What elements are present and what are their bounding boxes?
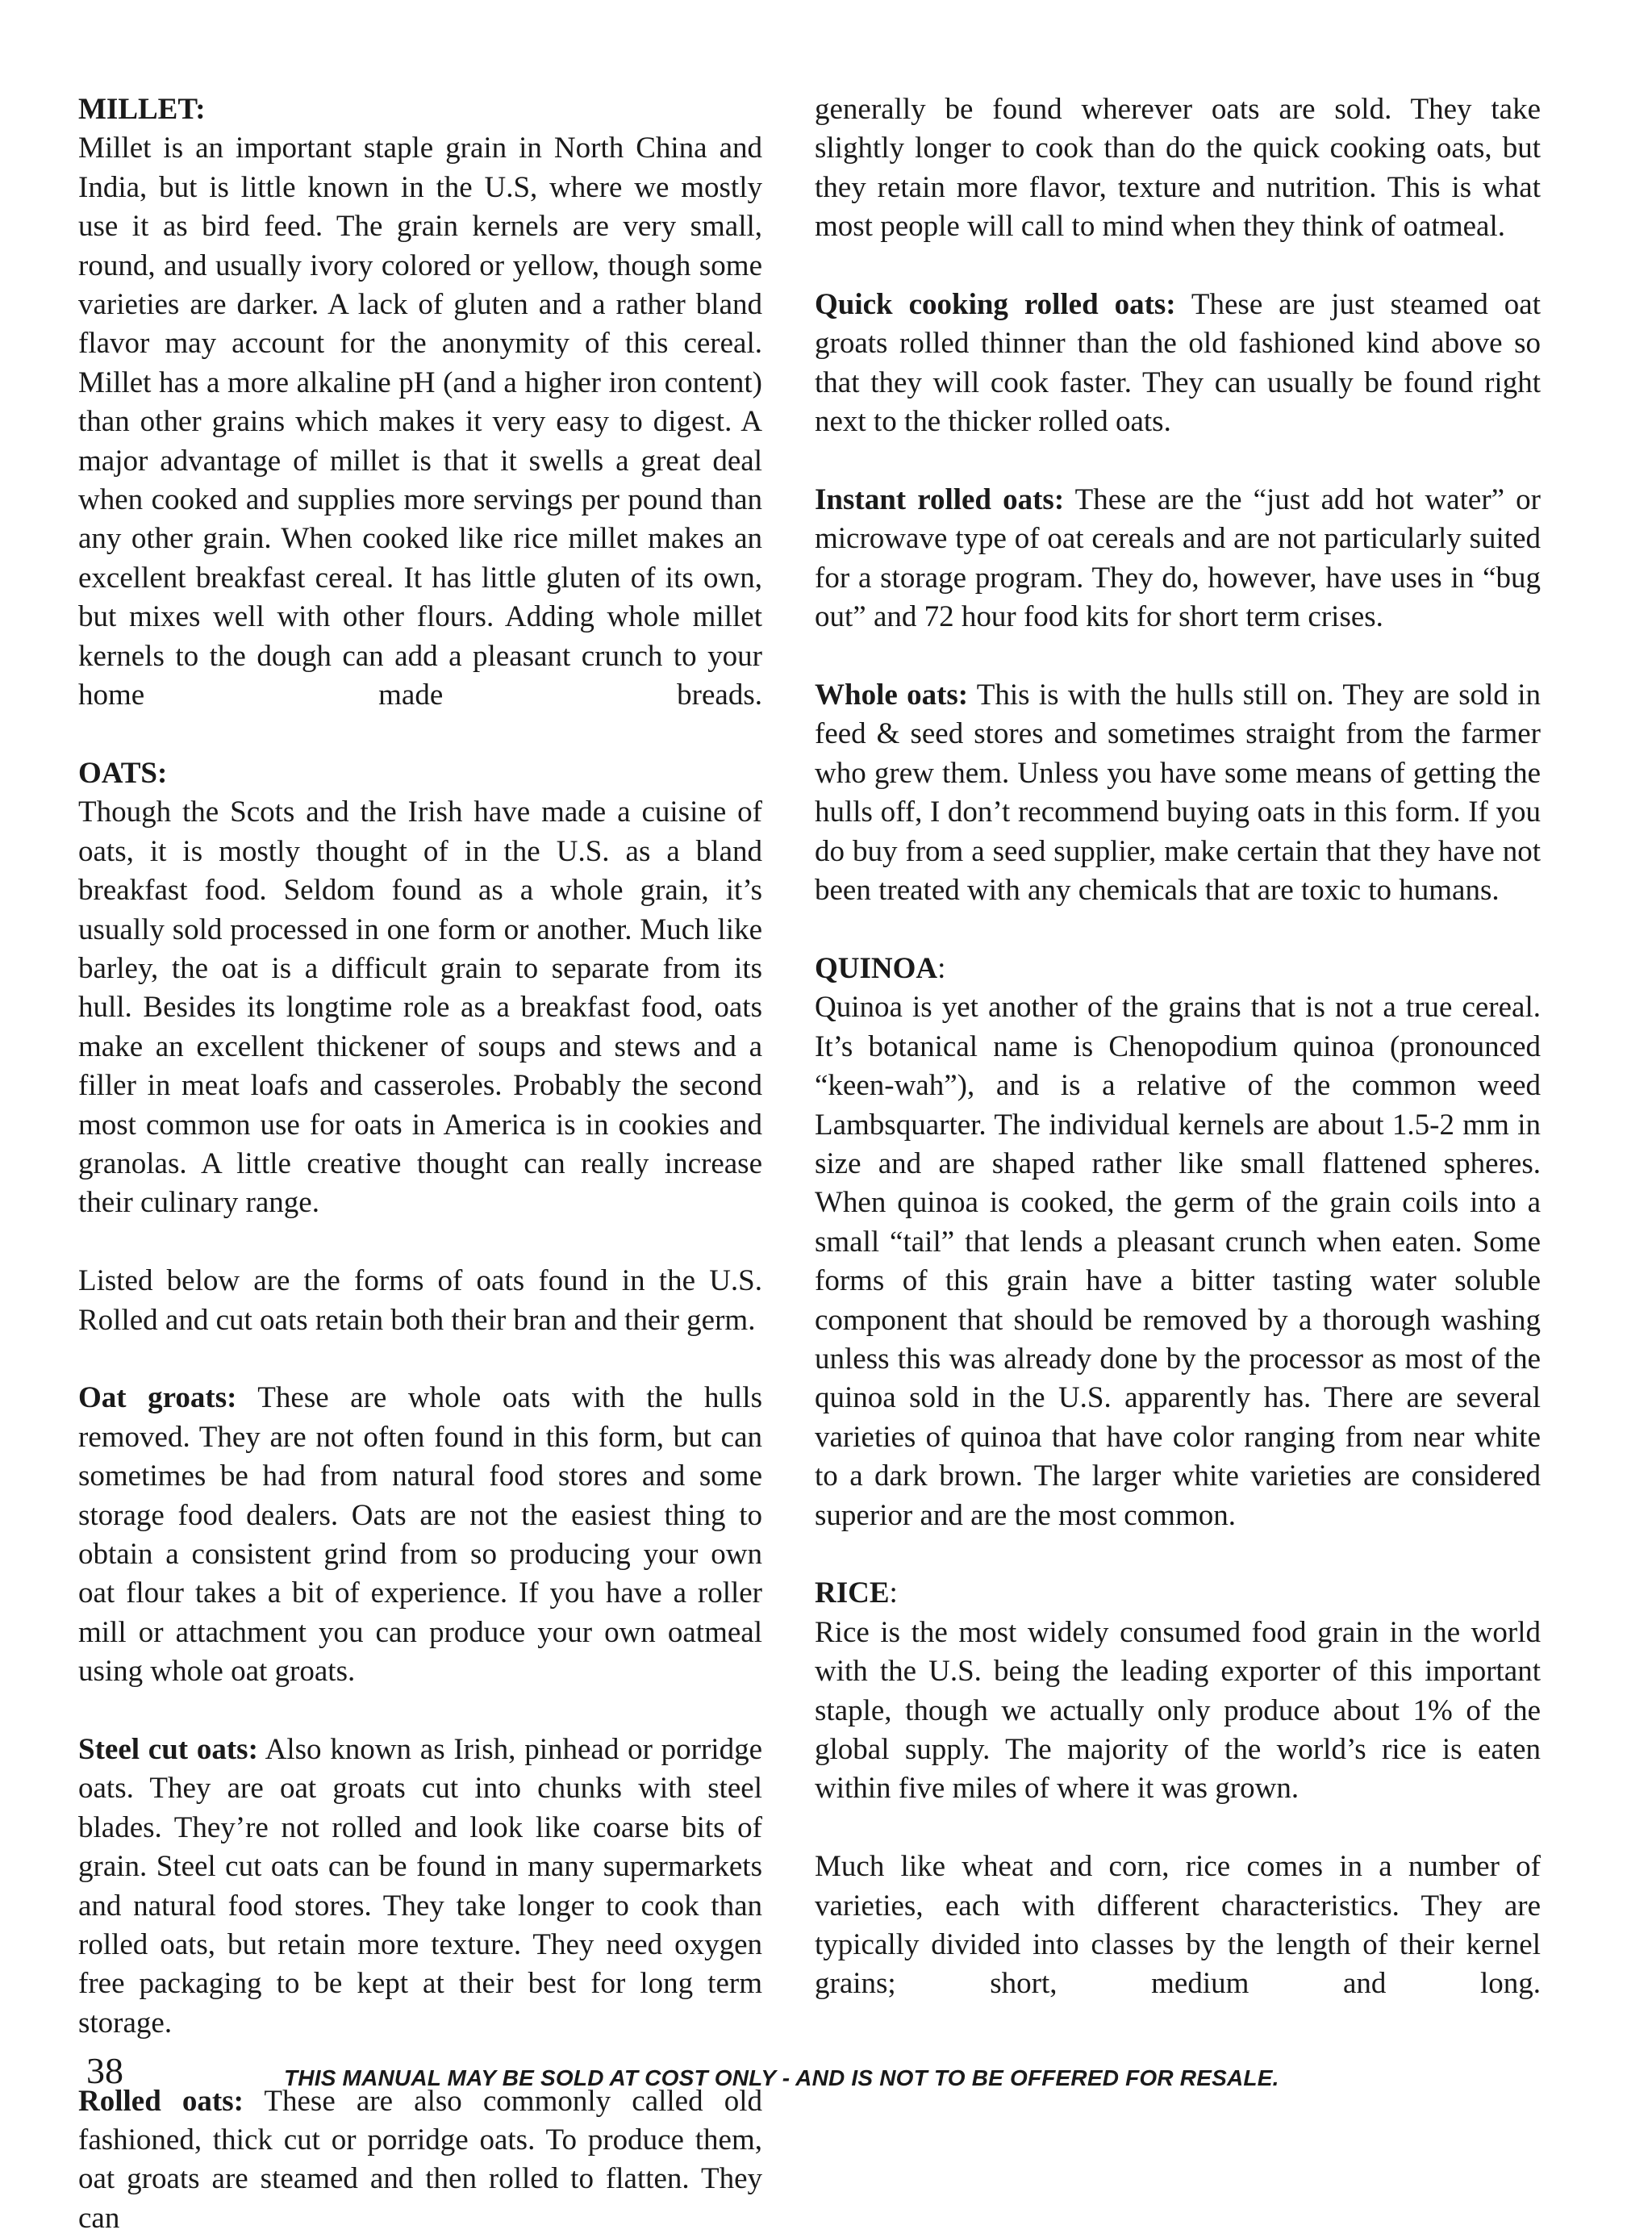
quick-oats-text: These are just steamed oat groats rolled thinner than the old fashioned kind above so that they will cook faster. They can usually be found right next to the thicker rolled oats. (815, 288, 1541, 439)
millet-title: MILLET: (78, 93, 206, 126)
quick-oats-term: Quick cooking rolled oats: (815, 288, 1176, 322)
left-column (78, 90, 762, 2238)
rolled-oats-continued: generally be found wherever oats are sold. They take slightly longer to cook than do the quick cooking oats, but they retain more flavor, texture and nutrition. This is what most people will call to mind when they think of oatmeal. (815, 93, 1541, 244)
instant-oats-term: Instant rolled oats: (815, 483, 1065, 517)
oat-forms-intro: Listed below are the forms of oats found in the U.S. Rolled and cut oats retain both their bran and their germ. (78, 1264, 762, 1337)
steel-cut-term: Steel cut oats: (78, 1733, 258, 1766)
oats-paragraph: Though the Scots and the Irish have made a cuisine of oats, it is mostly thought of in the U.S. as a bland breakfast food. Seldom found as a whole grain, it’s usually sold processed in one form or another. Much like barley, the oat is a difficult grain to separate from its hull. Besides its longtime role as a breakfast food, oats make an excellent thickener of soups and stews and a filler in meat loafs and casseroles. Probably the second most common use for oats in America is in cookies and granolas. A little creative thought can really increase their culinary range. (78, 795, 762, 1220)
right-column (815, 90, 1541, 2004)
oats-title: OATS: (78, 756, 168, 790)
steel-cut-paragraph (78, 1731, 762, 2043)
millet-heading (78, 90, 762, 129)
oat-groats-term: Oat groats: (78, 1381, 237, 1415)
rolled-oats-term: Rolled oats: (78, 2084, 244, 2118)
page-number: 38 (86, 2050, 123, 2091)
quinoa-heading (815, 950, 1541, 988)
quick-oats-paragraph (815, 286, 1541, 442)
quinoa-title: QUINOA (815, 951, 938, 985)
rolled-oats-text: These are also commonly called old fashioned, thick cut or porridge oats. To produce them, oat groats are steamed and then rolled to flatten. They can (78, 2084, 763, 2235)
resale-notice: THIS MANUAL MAY BE SOLD AT COST ONLY - AND IS NOT TO BE OFFERED FOR RESALE. (284, 2065, 1279, 2090)
oats-heading (78, 754, 762, 793)
whole-oats-paragraph (815, 676, 1541, 910)
quinoa-colon: : (937, 951, 946, 985)
rice-colon: : (889, 1576, 898, 1610)
instant-oats-paragraph (815, 481, 1541, 637)
steel-cut-text: Also known as Irish, pinhead or porridge oats. They are oat groats cut into chunks with steel blades. They’re not rolled and look like coarse bits of grain. Steel cut oats can be found in many supermarkets and natural food stores. They take longer to cook than rolled oats, but retain more texture. They need oxygen free packaging to be kept at their best for long term storage. (78, 1733, 763, 2040)
oat-groats-paragraph (78, 1379, 762, 1691)
rice-heading (815, 1574, 1541, 1613)
whole-oats-term: Whole oats: (815, 678, 969, 712)
oat-groats-text: These are whole oats with the hulls removed. They are not often found in this form, but can sometimes be had from natural food stores and some storage food dealers. Oats are not the easiest thing to obtain a consistent grind from so producing your own oat flour takes a bit of experience. If you have a roller mill or attachment you can produce your own oatmeal using whole oat groats. (78, 1381, 762, 1689)
rice-title: RICE (815, 1576, 890, 1610)
whole-oats-text: This is with the hulls still on. They are sold in feed & seed stores and sometimes straight from the farmer who grew them. Unless you have some means of getting the hulls off, I don’t recommend buying oats in this form. If you do buy from a seed supplier, make certain that they have not been treated with any chemicals that are toxic to humans. (815, 678, 1541, 908)
rice-varieties-paragraph: Much like wheat and corn, rice comes in a number of varieties, each with different characteristics. They are typically divided into classes by the length of their kernel grains; short, medium and long. (815, 1850, 1541, 2001)
rice-paragraph: Rice is the most widely consumed food grain in the world with the U.S. being the leading exporter of this important staple, though we actually only produce about 1% of the global supply. The majority of the world’s rice is eaten within five miles of where it was grown. (815, 1615, 1541, 1806)
rolled-oats-paragraph (78, 2082, 762, 2238)
instant-oats-text: These are the “just add hot water” or microwave type of oat cereals and are not particularly suited for a storage program. They do, however, have uses in “bug out” and 72 hour food kits for short term crises. (815, 483, 1541, 634)
quinoa-paragraph: Quinoa is yet another of the grains that is not a true cereal. It’s botanical name is Chenopodium quinoa (pronounced “keen-wah”), and is a relative of the common weed Lambsquarter. The individual kernels are about 1.5-2 mm in size and are shaped rather like small flattened spheres. When quinoa is cooked, the germ of the grain coils into a small “tail” that lends a pleasant crunch when eaten. Some forms of this grain have a bitter tasting water soluble component that should be removed by a thorough washing unless this was already done by the processor as most of the quinoa sold in the U.S. apparently has. There are several varieties of quinoa that have color ranging from near white to a dark brown. The larger white varieties are considered superior and are the most common. (815, 991, 1541, 1532)
millet-paragraph: Millet is an important staple grain in North China and India, but is little known in the U.S, where we mostly use it as bird feed. The grain kernels are very small, round, and usually ivory colored or yellow, though some varieties are darker. A lack of gluten and a rather bland flavor may account for the anonymity of this cereal. Millet has a more alkaline pH (and a higher iron content) than other grains which makes it very easy to digest. A major advantage of millet is that it swells a great deal when cooked and supplies more servings per pound than any other grain. When cooked like rice millet makes an excellent breakfast cereal. It has little gluten of its own, but mixes well with other flours. Adding whole millet kernels to the dough can add a pleasant crunch to your home made breads. (78, 132, 762, 712)
